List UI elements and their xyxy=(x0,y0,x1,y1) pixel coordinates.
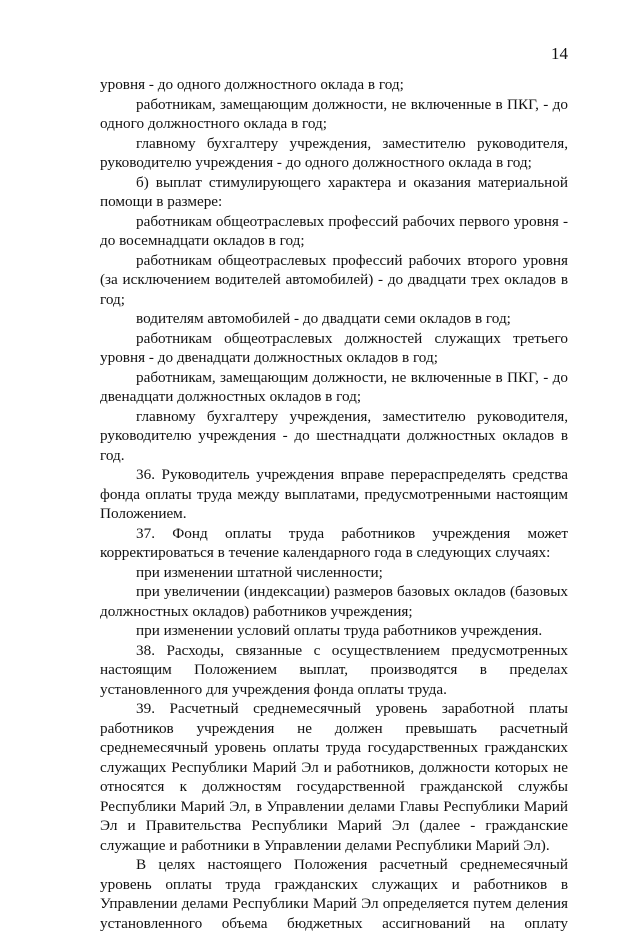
paragraph: 36. Руководитель учреждения вправе перераспределять средства фонда оплаты труда между выплатами, предусмотренными настоящим Положением. xyxy=(100,466,568,522)
paragraph: работникам, замещающим должности, не включенные в ПКГ, - до одного должностного оклада в год; xyxy=(100,95,568,132)
paragraph: б) выплат стимулирующего характера и оказания материальной помощи в размере: xyxy=(100,173,568,210)
paragraph: при увеличении (индексации) размеров базовых окладов (базовых должностных окладов) работников учреждения; xyxy=(100,583,568,620)
paragraph: 37. Фонд оплаты труда работников учреждения может корректироваться в течение календарного года в следующих случаях: xyxy=(100,524,568,561)
paragraph: работникам общеотраслевых профессий рабочих второго уровня (за исключением водителей автомобилей) - до двадцати трех окладов в год; xyxy=(100,251,568,308)
paragraph: работникам, замещающим должности, не включенные в ПКГ, - до двенадцати должностных окладов в год; xyxy=(100,368,568,405)
paragraph: 38. Расходы, связанные с осуществлением предусмотренных настоящим Положением выплат, производятся в пределах установленного для учреждения фонда оплаты труда. xyxy=(100,641,568,698)
paragraph: уровня - до одного должностного оклада в год; xyxy=(100,76,404,93)
paragraph: главному бухгалтеру учреждения, заместителю руководителя, руководителю учреждения - до шестнадцати должностных окладов в год. xyxy=(100,407,568,464)
paragraph: при изменении штатной численности; xyxy=(136,563,383,581)
paragraph: при изменении условий оплаты труда работников учреждения. xyxy=(136,622,543,639)
paragraph: работникам общеотраслевых профессий рабочих первого уровня - до восемнадцати окладов в год; xyxy=(100,212,568,249)
paragraph: работникам общеотраслевых должностей служащих третьего уровня - до двенадцати должностных окладов в год; xyxy=(100,329,568,366)
paragraph: водителям автомобилей - до двадцати семи окладов в год; xyxy=(136,310,511,327)
page-number: 14 xyxy=(551,44,568,63)
paragraph: В целях настоящего Положения расчетный среднемесячный уровень оплаты труда гражданских служащих и работников в Управлении делами Республики Марий Эл определяется путем деления установленного объема бюджетных ассигнований на оплату xyxy=(100,856,568,932)
paragraph: 39. Расчетный среднемесячный уровень заработной платы работников учреждения не должен превышать расчетный среднемесячный уровень оплаты труда государственных гражданских служащих Республики Марий Эл и работников, должности которых не относятся к должностям государственной гражданской службы Республики Марий Эл, в Управлении делами Главы Республики Марий Эл и Правительства Республики Марий Эл (далее - гражданские служащие и работники в Управлении делами Республики Марий Эл). xyxy=(100,700,568,854)
document-body xyxy=(100,75,568,933)
paragraph: главному бухгалтеру учреждения, заместителю руководителя, руководителю учреждения - до одного должностного оклада в год; xyxy=(100,134,568,171)
